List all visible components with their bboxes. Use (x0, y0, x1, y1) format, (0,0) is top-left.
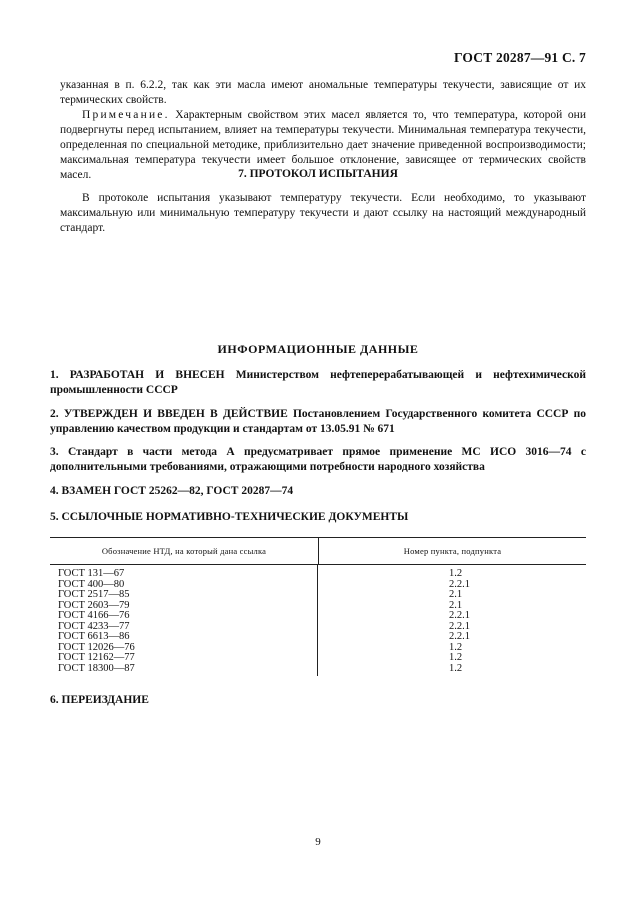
info-item-num: 1. (50, 369, 70, 381)
table-header-designation: Обозначение НТД, на который дана ссылка (50, 538, 319, 564)
info-item-1 (50, 368, 586, 398)
table-body (50, 565, 586, 676)
info-title: ИНФОРМАЦИОННЫЕ ДАННЫЕ (217, 342, 419, 356)
page-header: ГОСТ 20287—91 С. 7 (453, 50, 586, 65)
table-cell: 1.2 (449, 568, 463, 579)
info-item-text: РАЗРАБОТАН И ВНЕСЕН Министерством нефтеперерабатывающей и нефтехимической промышленности СССР (50, 369, 586, 396)
table-cell: ГОСТ 4233—77 (58, 620, 130, 632)
table-cell: ГОСТ 131—67 (58, 568, 125, 579)
table-cell: ГОСТ 4166—76 (58, 610, 130, 621)
note-label: Примечание. (82, 109, 170, 121)
section-7-text: В протоколе испытания указывают температуру текучести. Если необходимо, то указывают максимальную или минимальную температуру текучести и дают ссылку на настоящий международный стандарт. (60, 192, 586, 234)
reference-table (50, 537, 586, 676)
info-item-text: Стандарт в части метода А предусматривает прямое применение МС ИСО 3016—74 с дополнительными требованиями, отражающими потребности народного хозяйства (50, 446, 586, 473)
table-cell: 2.2.1 (449, 631, 470, 642)
table-cell: 2.2.1 (449, 610, 470, 621)
table-cell: 1.2 (449, 662, 463, 674)
info-item-num: 3. (50, 446, 68, 458)
table-cell: ГОСТ 2517—85 (58, 589, 130, 600)
table-cell: 2.2.1 (449, 578, 470, 590)
info-item-text: ПЕРЕИЗДАНИЕ (61, 694, 149, 706)
table-column-clause (318, 565, 586, 676)
table-cell: 1.2 (449, 641, 463, 653)
info-item-3 (50, 445, 586, 475)
info-item-text: УТВЕРЖДЕН И ВВЕДЕН В ДЕЙСТВИЕ Постановлением Государственного комитета СССР по управлению качеством продукции и стандартам от 13.05.91 № 671 (50, 408, 586, 435)
page-number: 9 (315, 836, 321, 848)
info-item-2 (50, 407, 586, 437)
table-cell: ГОСТ 18300—87 (58, 662, 135, 674)
info-item-5 (50, 510, 586, 525)
table-cell: ГОСТ 12162—77 (58, 652, 135, 663)
note-text: Характерным свойством этих масел является то, что температура, которой они подвергнуты перед испытанием, влияет на температуры текучести. Минимальная температура текучести, определенная по специальной методике, приблизительно дает значение приведенной воспроизводимости; максимальная температура текучести имеет большое отклонение, зависящее от термических свойств масел. (60, 109, 586, 181)
info-item-num: 5. (50, 511, 62, 523)
info-item-4 (50, 484, 586, 499)
table-cell: ГОСТ 6613—86 (58, 631, 130, 642)
table-cell: 2.1 (449, 589, 463, 600)
info-item-text: ВЗАМЕН ГОСТ 25262—82, ГОСТ 20287—74 (61, 485, 294, 497)
table-cell: ГОСТ 12026—76 (58, 641, 135, 653)
section-7-title: 7. ПРОТОКОЛ ИСПЫТАНИЯ (238, 168, 398, 180)
table-cell: 2.2.1 (449, 620, 470, 632)
info-item-num: 2. (50, 408, 64, 420)
info-item-text: ССЫЛОЧНЫЕ НОРМАТИВНО-ТЕХНИЧЕСКИЕ ДОКУМЕНТЫ (61, 511, 409, 523)
table-header (50, 538, 586, 565)
table-cell: ГОСТ 400—80 (58, 578, 125, 590)
table-cell: 2.1 (449, 599, 463, 611)
table-column-designation (50, 565, 318, 676)
paragraph-continuation: указанная в п. 6.2.2, так как эти масла имеют аномальные температуры текучести, зависящие от их термических свойств. (60, 79, 586, 106)
info-item-num: 4. (50, 485, 62, 497)
info-item-num: 6. (50, 694, 62, 706)
table-header-clause: Номер пункта, подпункта (403, 546, 502, 556)
table-cell: ГОСТ 2603—79 (58, 599, 130, 611)
table-cell: 1.2 (449, 652, 463, 663)
info-item-6 (50, 693, 586, 708)
